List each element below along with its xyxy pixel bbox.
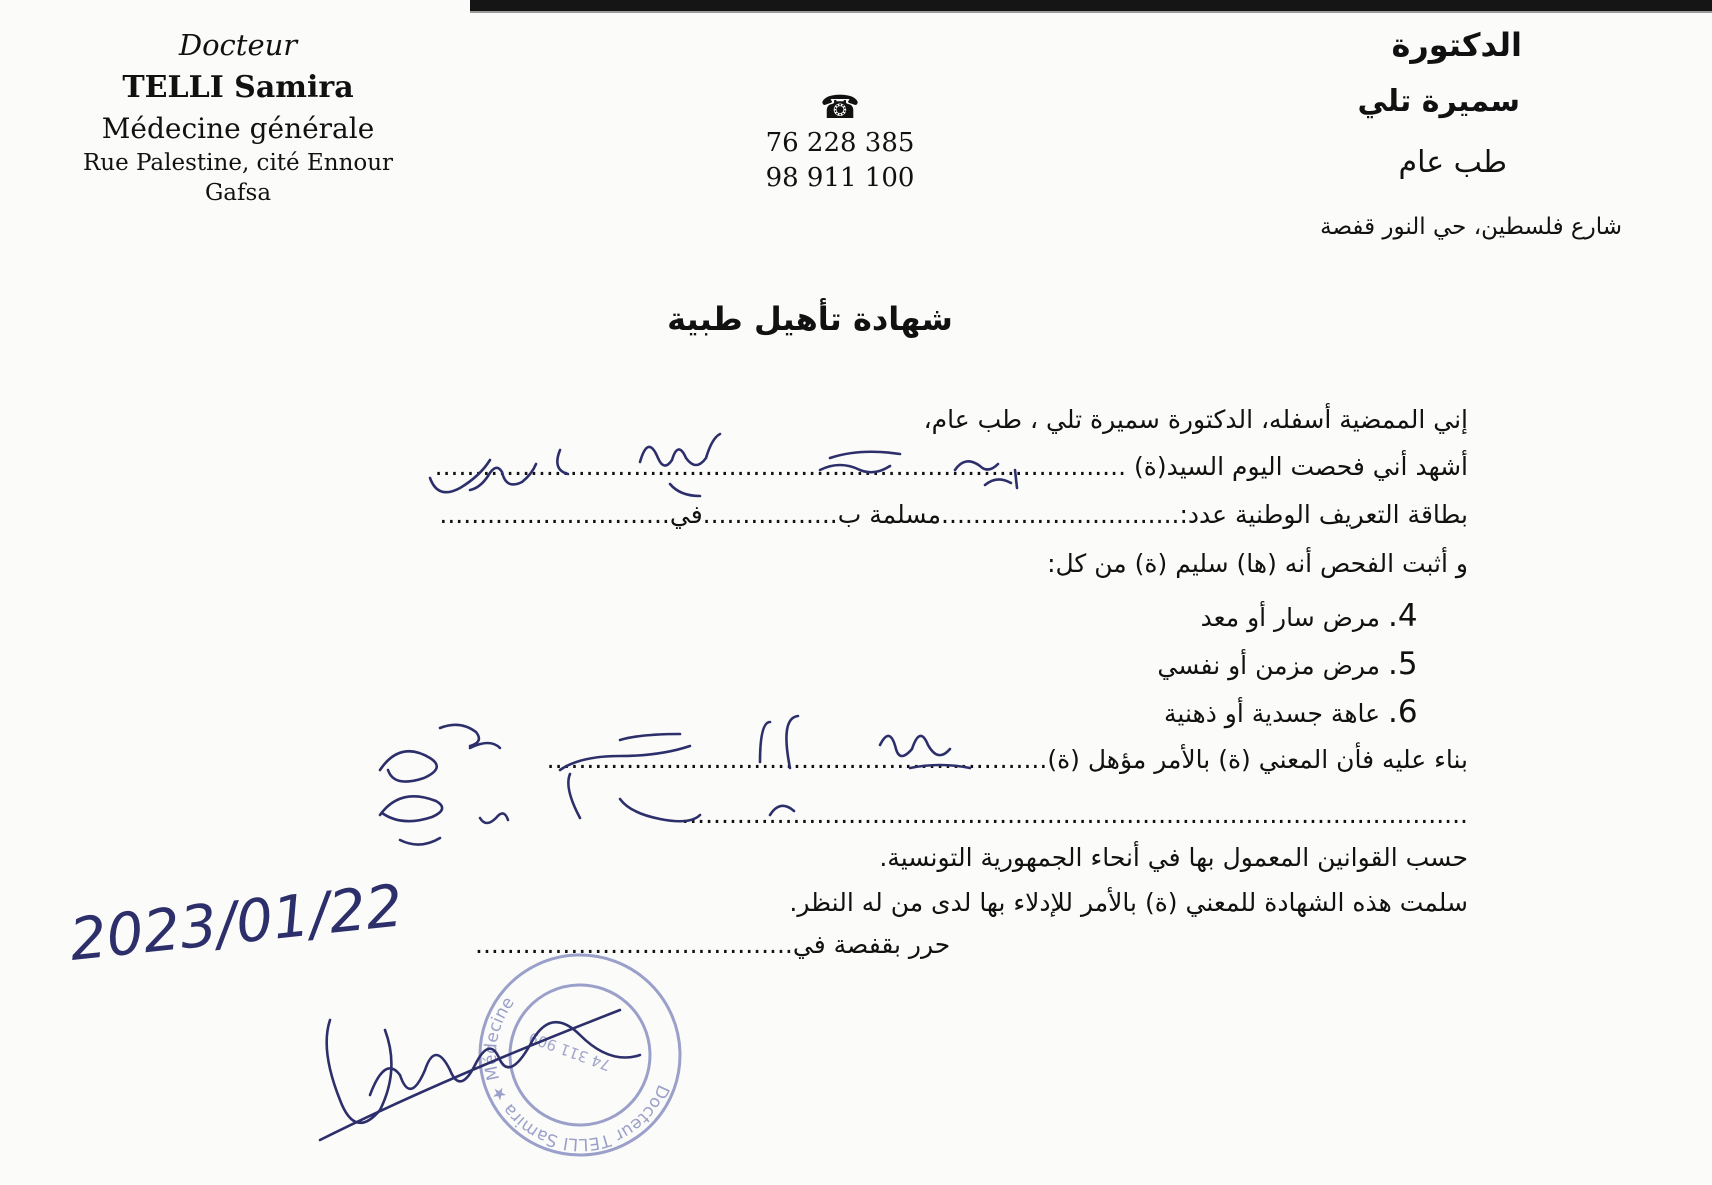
ar-specialty: طب عام — [1398, 145, 1507, 180]
exam-result-line: و أثبت الفحص أنه (ها) سليم (ة) من كل: — [1047, 549, 1468, 578]
list-item-number: 6. — [1388, 694, 1418, 730]
phone-number-1: 76 228 385 — [765, 128, 915, 158]
list-item — [1164, 694, 1468, 730]
id-card-line: بطاقة التعريف الوطنية عدد:..............................مسلمة ب.................في............................. — [439, 500, 1468, 529]
ar-doctor-name: سميرة تلي — [1357, 84, 1520, 119]
dotted-blank-line: ................................................................................................... — [681, 800, 1468, 829]
qualified-line: بناء عليه فأن المعني (ة) بالأمر مؤهل (ة)............................................................... — [546, 745, 1468, 774]
doctor-stamp — [452, 927, 708, 1183]
list-item-number: 5. — [1388, 646, 1418, 682]
examined-person-line: أشهد أني فحصت اليوم السيد(ة) ....................................................................................... — [434, 452, 1468, 481]
certificate-title: شهادة تأهيل طبية — [667, 300, 953, 338]
telephone-icon: ☎ — [820, 88, 860, 126]
list-item — [1201, 598, 1468, 634]
list-item-text: مرض مزمن أو نفسي — [1157, 651, 1381, 680]
ar-doctor-title: الدكتورة — [1391, 26, 1522, 64]
list-item-text: عاهة جسدية أو ذهنية — [1164, 699, 1381, 728]
written-at-line: حرر بقفصة في........................................ — [475, 930, 951, 959]
stamp-ring-text: Docteur TELLI Samira ★ Médecine — [480, 993, 673, 1155]
scan-top-edge — [470, 0, 1712, 11]
ar-address: شارع فلسطين، حي النور قفصة — [1320, 214, 1622, 240]
phone-number-2: 98 911 100 — [765, 163, 915, 193]
laws-line: حسب القوانين المعمول بها في أنحاء الجمهورية التونسية. — [879, 843, 1468, 872]
fr-specialty: Médecine générale — [101, 112, 375, 145]
stamp-inner-text: 74 311 909 — [526, 1028, 614, 1075]
list-item-text: مرض سار أو معد — [1200, 603, 1381, 632]
fr-city: Gafsa — [204, 180, 272, 206]
list-item-number: 4. — [1388, 598, 1418, 634]
declaration-line: إني الممضية أسفله، الدكتورة سميرة تلي ، طب عام، — [923, 405, 1468, 434]
list-item — [1157, 646, 1468, 682]
fr-doctor-title: Docteur — [178, 28, 298, 62]
fr-doctor-name: TELLI Samira — [122, 70, 354, 105]
delivered-line: سلمت هذه الشهادة للمعني (ة) بالأمر للإدلاء بها لدى من له النظر. — [789, 888, 1468, 917]
handwritten-date: 2023/01/22 — [66, 871, 406, 974]
signature — [320, 1010, 640, 1140]
scan-top-edge-shadow — [470, 11, 1712, 13]
fr-address: Rue Palestine, cité Ennour — [82, 150, 394, 176]
